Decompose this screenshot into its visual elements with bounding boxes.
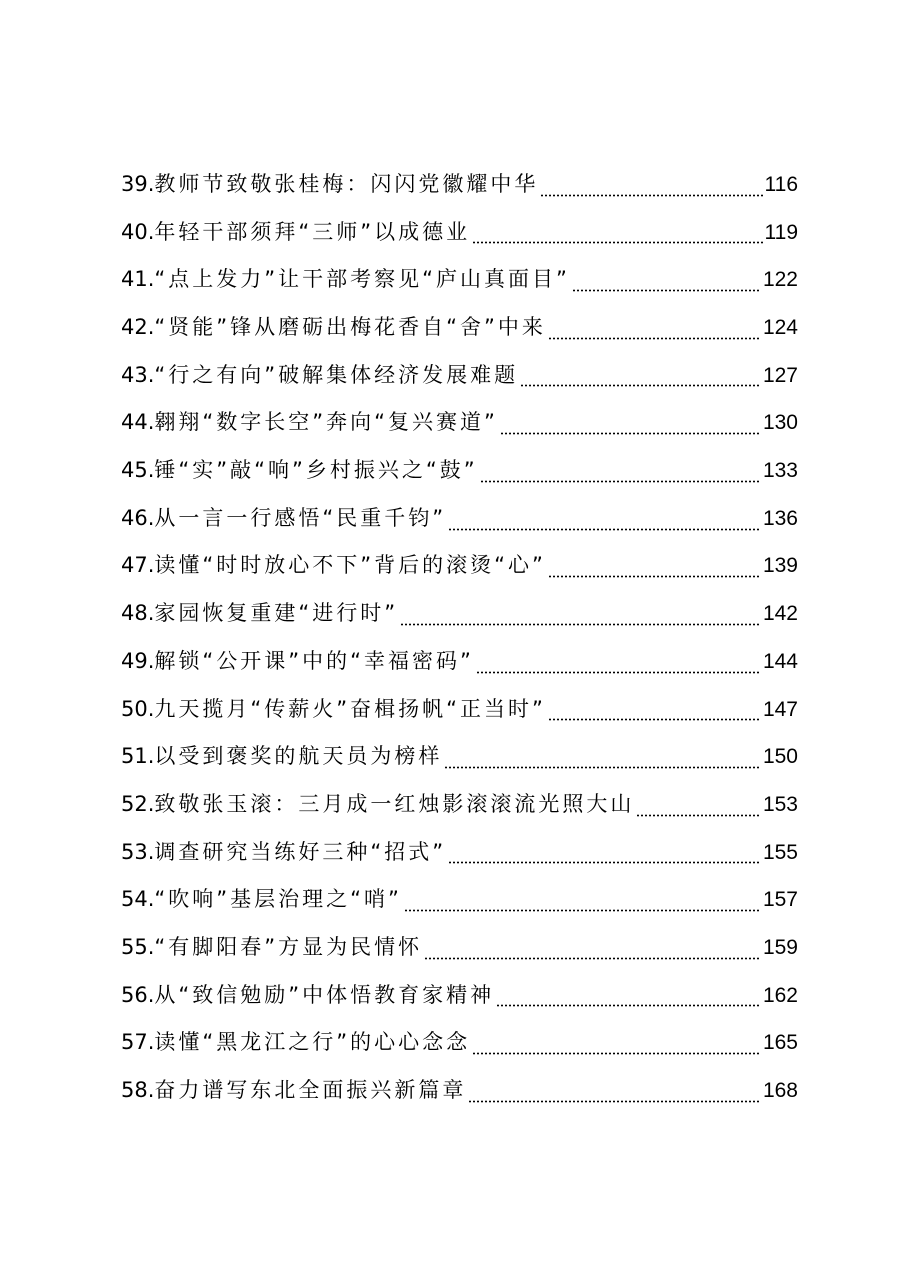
dot-leader [448, 509, 761, 531]
toc-entry [121, 447, 798, 495]
dot-leader [548, 699, 761, 721]
dot-leader [448, 842, 761, 864]
dot-leader [444, 747, 761, 769]
toc-entry-page-number: 136 [762, 506, 798, 530]
toc-entry-title: 年轻干部须拜“三师”以成德业 [154, 219, 471, 244]
toc-entry-page-number: 139 [762, 554, 798, 578]
toc-entry-page-number: 122 [762, 268, 798, 292]
toc-entry-page-number: 130 [762, 411, 798, 435]
toc-entry-number: 44. [121, 410, 155, 435]
toc-entry-title: 解锁“公开课”中的“幸福密码” [154, 648, 474, 673]
toc-entry [121, 733, 798, 781]
toc-entry [121, 304, 798, 352]
toc-entry-number: 43. [121, 362, 155, 387]
toc-entry [121, 829, 798, 877]
toc-entry [121, 495, 798, 543]
toc-entry-page-number: 119 [764, 220, 798, 244]
toc-entry-number: 55. [121, 934, 155, 959]
toc-entry [121, 161, 798, 209]
toc-entry-number: 51. [121, 744, 155, 769]
toc-entry-number: 47. [121, 553, 155, 578]
toc-entry-number: 56. [121, 982, 155, 1007]
toc-entry-page-number: 127 [762, 363, 798, 387]
toc-entry [121, 638, 798, 686]
toc-entry [121, 352, 798, 400]
toc-entry-number: 54. [121, 887, 155, 912]
toc-entry-title: 翱翔“数字长空”奔向“复兴赛道” [154, 410, 498, 435]
toc-entry [121, 876, 798, 924]
toc-entry-page-number: 133 [762, 459, 798, 483]
dot-leader [472, 1033, 761, 1055]
toc-entry-title: 读懂“时时放心不下”背后的滚烫“心” [154, 553, 546, 578]
dot-leader [472, 222, 762, 244]
toc-entry-title: 以受到褒奖的航天员为榜样 [154, 744, 443, 769]
toc-entry-page-number: 165 [762, 1031, 798, 1055]
toc-entry-page-number: 124 [762, 316, 798, 340]
dot-leader [496, 985, 761, 1007]
toc-entry-number: 53. [121, 839, 155, 864]
toc-entry-page-number: 116 [764, 172, 798, 196]
toc-entry-page-number: 144 [762, 649, 798, 673]
table-of-contents [121, 161, 798, 1115]
toc-entry-page-number: 150 [762, 745, 798, 769]
toc-entry [121, 543, 798, 591]
toc-entry [121, 1067, 798, 1115]
dot-leader [468, 1081, 761, 1103]
toc-entry-number: 39. [121, 171, 155, 196]
dot-leader [480, 461, 761, 483]
toc-entry-title: 致敬张玉滚：三月成一红烛影滚滚流光照大山 [154, 791, 635, 816]
toc-entry [121, 399, 798, 447]
dot-leader [548, 318, 761, 340]
dot-leader [548, 556, 761, 578]
toc-entry-page-number: 155 [762, 840, 798, 864]
toc-entry [121, 209, 798, 257]
toc-entry-title: 教师节致敬张桂梅：闪闪党徽耀中华 [154, 171, 539, 196]
dot-leader [476, 652, 761, 674]
toc-entry-title: “贤能”锋从磨砺出梅花香自“舍”中来 [154, 315, 546, 340]
toc-entry-page-number: 159 [762, 935, 798, 959]
toc-entry-number: 45. [121, 458, 155, 483]
toc-entry-title: “有脚阳春”方显为民情怀 [154, 934, 423, 959]
toc-entry-page-number: 147 [762, 697, 798, 721]
toc-entry-title: 从“致信勉励”中体悟教育家精神 [154, 982, 495, 1007]
toc-entry [121, 972, 798, 1020]
toc-entry-title: “行之有向”破解集体经济发展难题 [154, 362, 519, 387]
toc-entry [121, 256, 798, 304]
toc-entry-number: 57. [121, 1030, 155, 1055]
toc-entry-page-number: 157 [762, 888, 798, 912]
toc-entry-title: “点上发力”让干部考察见“庐山真面目” [154, 267, 570, 292]
dot-leader [636, 795, 761, 817]
dot-leader [424, 938, 761, 960]
toc-entry-number: 58. [121, 1078, 155, 1103]
toc-entry [121, 781, 798, 829]
toc-entry-title: 奋力谱写东北全面振兴新篇章 [154, 1078, 467, 1103]
toc-entry-title: 锤“实”敲“响”乡村振兴之“鼓” [154, 458, 478, 483]
toc-entry-page-number: 142 [762, 602, 798, 626]
toc-entry-number: 46. [121, 505, 155, 530]
toc-entry [121, 1019, 798, 1067]
toc-entry-page-number: 162 [762, 983, 798, 1007]
dot-leader [404, 890, 761, 912]
toc-entry-number: 42. [121, 315, 155, 340]
toc-entry-title: 从一言一行感悟“民重千钧” [154, 505, 447, 530]
toc-entry-title: 调查研究当练好三种“招式” [154, 839, 447, 864]
dot-leader [400, 604, 761, 626]
dot-leader [540, 175, 762, 197]
toc-entry [121, 686, 798, 734]
toc-entry-number: 48. [121, 601, 155, 626]
dot-leader [572, 270, 761, 292]
toc-entry [121, 590, 798, 638]
toc-entry-number: 41. [121, 267, 155, 292]
toc-entry-page-number: 168 [762, 1079, 798, 1103]
toc-entry-title: 读懂“黑龙江之行”的心心念念 [154, 1030, 471, 1055]
toc-entry [121, 924, 798, 972]
toc-entry-title: 九天揽月“传薪火”奋楫扬帆“正当时” [154, 696, 546, 721]
dot-leader [500, 413, 761, 435]
dot-leader [520, 365, 761, 387]
toc-entry-page-number: 153 [762, 792, 798, 816]
toc-entry-number: 52. [121, 791, 155, 816]
toc-entry-number: 49. [121, 648, 155, 673]
toc-entry-title: 家园恢复重建“进行时” [154, 601, 399, 626]
toc-entry-number: 40. [121, 219, 155, 244]
toc-entry-title: “吹响”基层治理之“哨” [154, 887, 402, 912]
toc-entry-number: 50. [121, 696, 155, 721]
